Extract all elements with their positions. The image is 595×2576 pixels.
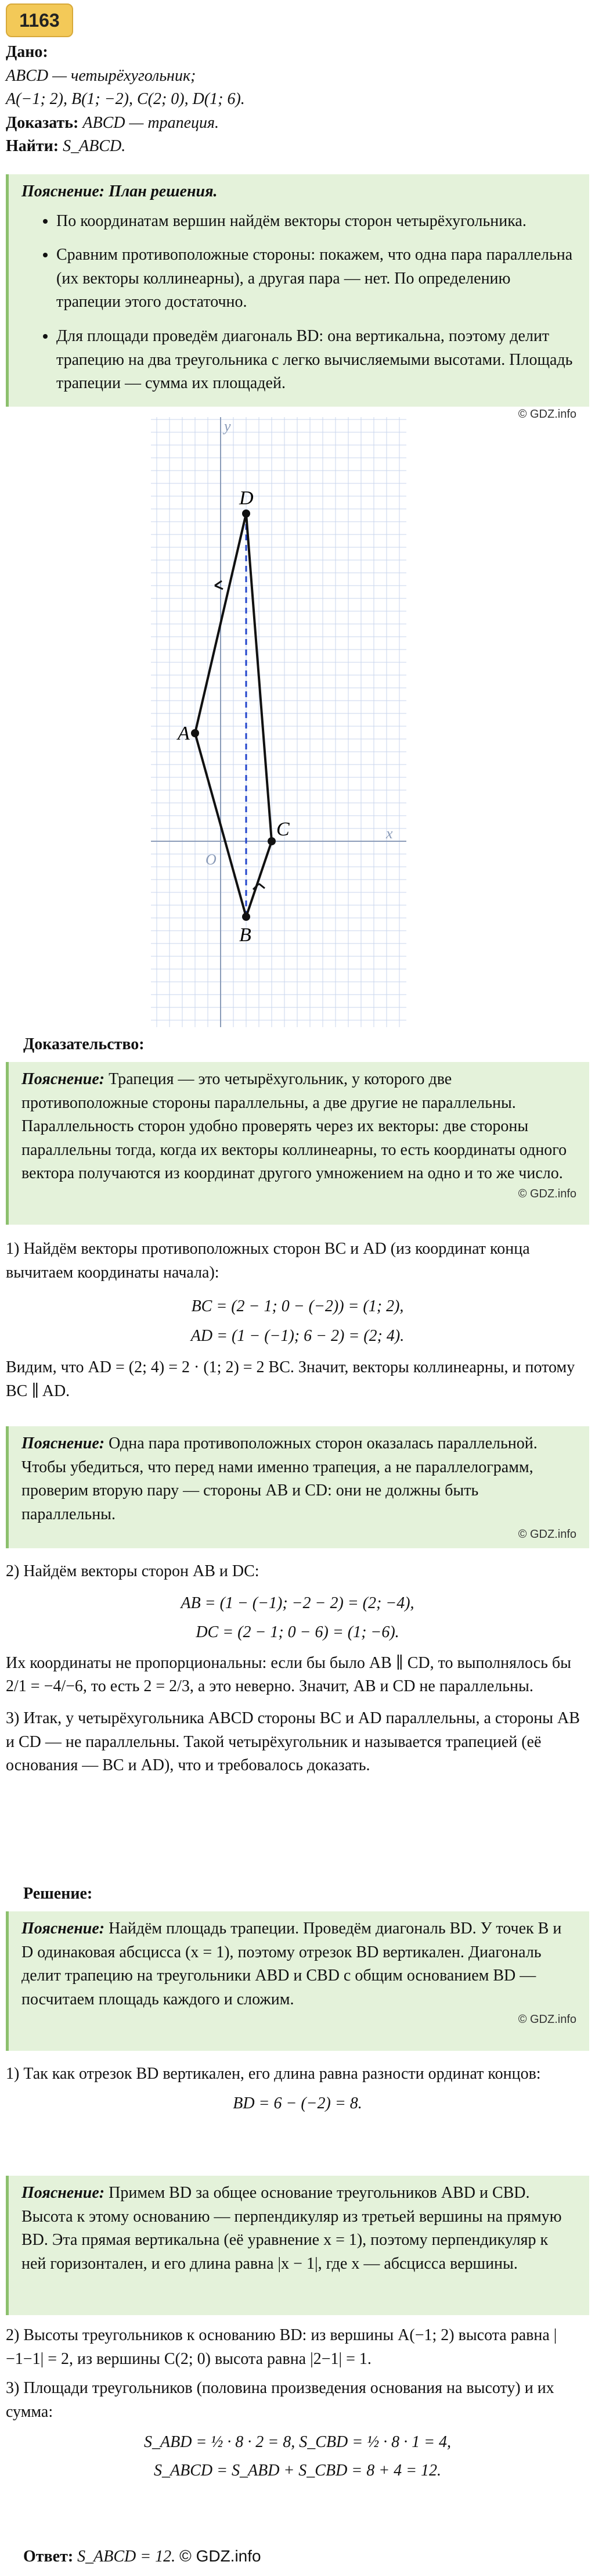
proof-conclusion-1: Видим, что AD = (2; 4) = 2 · (1; 2) = 2 BC. Значит, векторы коллинеарны, и потому BC ∥ AD. — [6, 1358, 575, 1400]
proof-box2-source: © GDZ.info — [518, 1528, 576, 1541]
solution-box1-text: Найдём площадь трапеции. Проведём диагональ BD. У точек B и D одинаковая абсцисса (x = 1), поэтому отрезок BD вертикален. Диагональ делит трапецию на треугольники ABD и CBD с общим основанием BD — посчитаем площадь каждого и сложим. — [21, 1920, 562, 2008]
given-label: Дано: — [6, 43, 48, 61]
origin-label: O — [205, 851, 217, 868]
proof-explain-box-1 — [6, 1062, 589, 1225]
x-axis-label: x — [386, 825, 393, 842]
proof-box2-head: Пояснение: — [21, 1434, 105, 1452]
point-d — [242, 510, 250, 518]
formula-bd: BD = 6 − (−2) = 8. — [233, 2094, 362, 2112]
prove-text: ABCD — трапеция. — [82, 113, 219, 132]
proof-step-2 — [6, 1560, 589, 1778]
solution-box2-text: Примем BD за общее основание треугольников ABD и CBD. Высота к этому основанию — перпендикуляр из третьей вершины на прямую BD. Эта прямая вертикальна (её уравнение x = 1), поэтому перпендикуляр к ней горизонтален, и его длина равна |x − 1|, где x — абсцисса вершины. — [21, 2184, 562, 2273]
y-axis-label: y — [224, 418, 231, 435]
find-text: S_ABCD. — [63, 137, 126, 156]
solution-title: Решение: — [23, 1885, 93, 1903]
solution-box1-source: © GDZ.info — [518, 2013, 576, 2026]
answer-line — [23, 2545, 595, 2569]
solution-step-2: 2) Высоты треугольников к основанию BD: из вершины A(−1; 2) высота равна |−1−1| = 2, из вершины C(2; 0) высота равна |2−1| = 1. — [6, 2326, 557, 2368]
proof-step-3: 3) Итак, у четырёхугольника ABCD стороны BC и AD параллельны, а стороны AB и CD — не параллельны. Такой четырёхугольник и называется трапецией (её основания — BC и AD), что и требовалось доказать. — [6, 1709, 580, 1775]
problem-number-badge: 1163 — [6, 3, 73, 37]
proof-step-1 — [6, 1237, 589, 1404]
point-b — [242, 913, 250, 921]
formula-total-area: S_ABCD = S_ABD + S_CBD = 8 + 4 = 12. — [153, 2461, 441, 2480]
answer-text: S_ABCD = 12. — [77, 2548, 176, 2566]
label-c: C — [276, 819, 290, 840]
proof-box1-head: Пояснение: — [21, 1070, 105, 1088]
prove-label: Доказать: — [6, 113, 79, 132]
plan-item-3: • Для площади проведём диагональ BD: она вертикальна, поэтому делит трапецию на два треугольника с легко вычисляемыми высотами. Площадь трапеции — сумма их площадей. — [56, 325, 576, 396]
formula-dc: DC = (2 − 1; 0 − 6) = (1; −6). — [196, 1623, 399, 1642]
formula-ad: AD = (1 − (−1); 6 − 2) = (2; 4). — [190, 1326, 405, 1345]
plan-head: Пояснение: План решения. — [21, 182, 218, 200]
formula-triangle-areas: S_ABD = ½ · 8 · 2 = 8, S_CBD = ½ · 8 · 1 = 4, — [143, 2433, 451, 2452]
label-b: B — [239, 924, 251, 946]
plan-item-1: • По координатам вершин найдём векторы сторон четырёхугольника. — [56, 210, 576, 234]
proof-step-1-text: 1) Найдём векторы противоположных сторон BC и AD (из координат конца вычитаем координаты начала): — [6, 1240, 530, 1282]
solution-step-1-text: 1) Так как отрезок BD вертикален, его длина равна разности ординат концов: — [6, 2065, 541, 2083]
solution-explain-box-2 — [6, 2176, 589, 2315]
label-d: D — [239, 487, 254, 509]
proof-box1-source: © GDZ.info — [518, 1187, 576, 1200]
solution-steps — [6, 2324, 589, 2483]
plan-item-2: • Сравним противоположные стороны: покажем, что одна пара параллельна (их векторы коллинеарны), а другая пара — нет. По определению трапеции этого достаточно. — [56, 243, 576, 314]
solution-step-3: 3) Площади треугольников (половина произведения основания на высоту) и их сумма: — [6, 2379, 554, 2421]
proof-explain-box-2 — [6, 1426, 589, 1548]
plan-list — [21, 210, 576, 396]
plan-box — [6, 174, 589, 421]
solution-explain-box-1 — [6, 1911, 589, 2051]
point-c — [268, 837, 276, 845]
given-line-2: A(−1; 2), B(1; −2), C(2; 0), D(1; 6). — [6, 90, 245, 109]
answer-source: © GDZ.info — [179, 2547, 261, 2565]
formula-ab: AB = (1 − (−1); −2 − 2) = (2; −4), — [181, 1594, 414, 1612]
coordinate-figure — [151, 417, 406, 1027]
proof-conclusion-2: Их координаты не пропорциональны: если бы было AB ∥ CD, то выполнялось бы 2/1 = −4/−6, то есть 2 = 2/3, а это неверно. Значит, AB и CD не параллельны. — [6, 1653, 571, 1696]
find-label: Найти: — [6, 137, 59, 156]
proof-box1-text: Трапеция — это четырёхугольник, у которого две противоположные стороны параллельны, а две другие не параллельны. Параллельность сторон удобно проверять через их векторы: две стороны параллельны тогда, когда их векторы коллинеарны, то есть координаты одного вектора получаются из координат другого умножением на одно и то же число. — [21, 1070, 567, 1183]
proof-box2-text: Одна пара противоположных сторон оказалась параллельной. Чтобы убедиться, что перед нами именно трапеция, а не параллелограмм, проверим вторую пару — стороны AB и CD: они не должны быть параллельны. — [21, 1434, 538, 1523]
formula-bc: BC = (2 − 1; 0 − (−2)) = (1; 2), — [191, 1297, 404, 1316]
solution-box1-head: Пояснение: — [21, 1920, 105, 1938]
proof-title: Доказательство: — [23, 1035, 145, 1053]
solution-box2-head: Пояснение: — [21, 2184, 105, 2202]
given-block — [6, 41, 589, 159]
solution-step-1 — [6, 2062, 589, 2115]
plan-source: © GDZ.info — [518, 407, 576, 421]
proof-step-2-text: 2) Найдём векторы сторон AB и DC: — [6, 1562, 259, 1580]
given-line-1: ABCD — четырёхугольник; — [6, 66, 196, 85]
label-a: A — [178, 723, 190, 744]
answer-label: Ответ: — [23, 2548, 74, 2566]
point-a — [191, 729, 199, 737]
